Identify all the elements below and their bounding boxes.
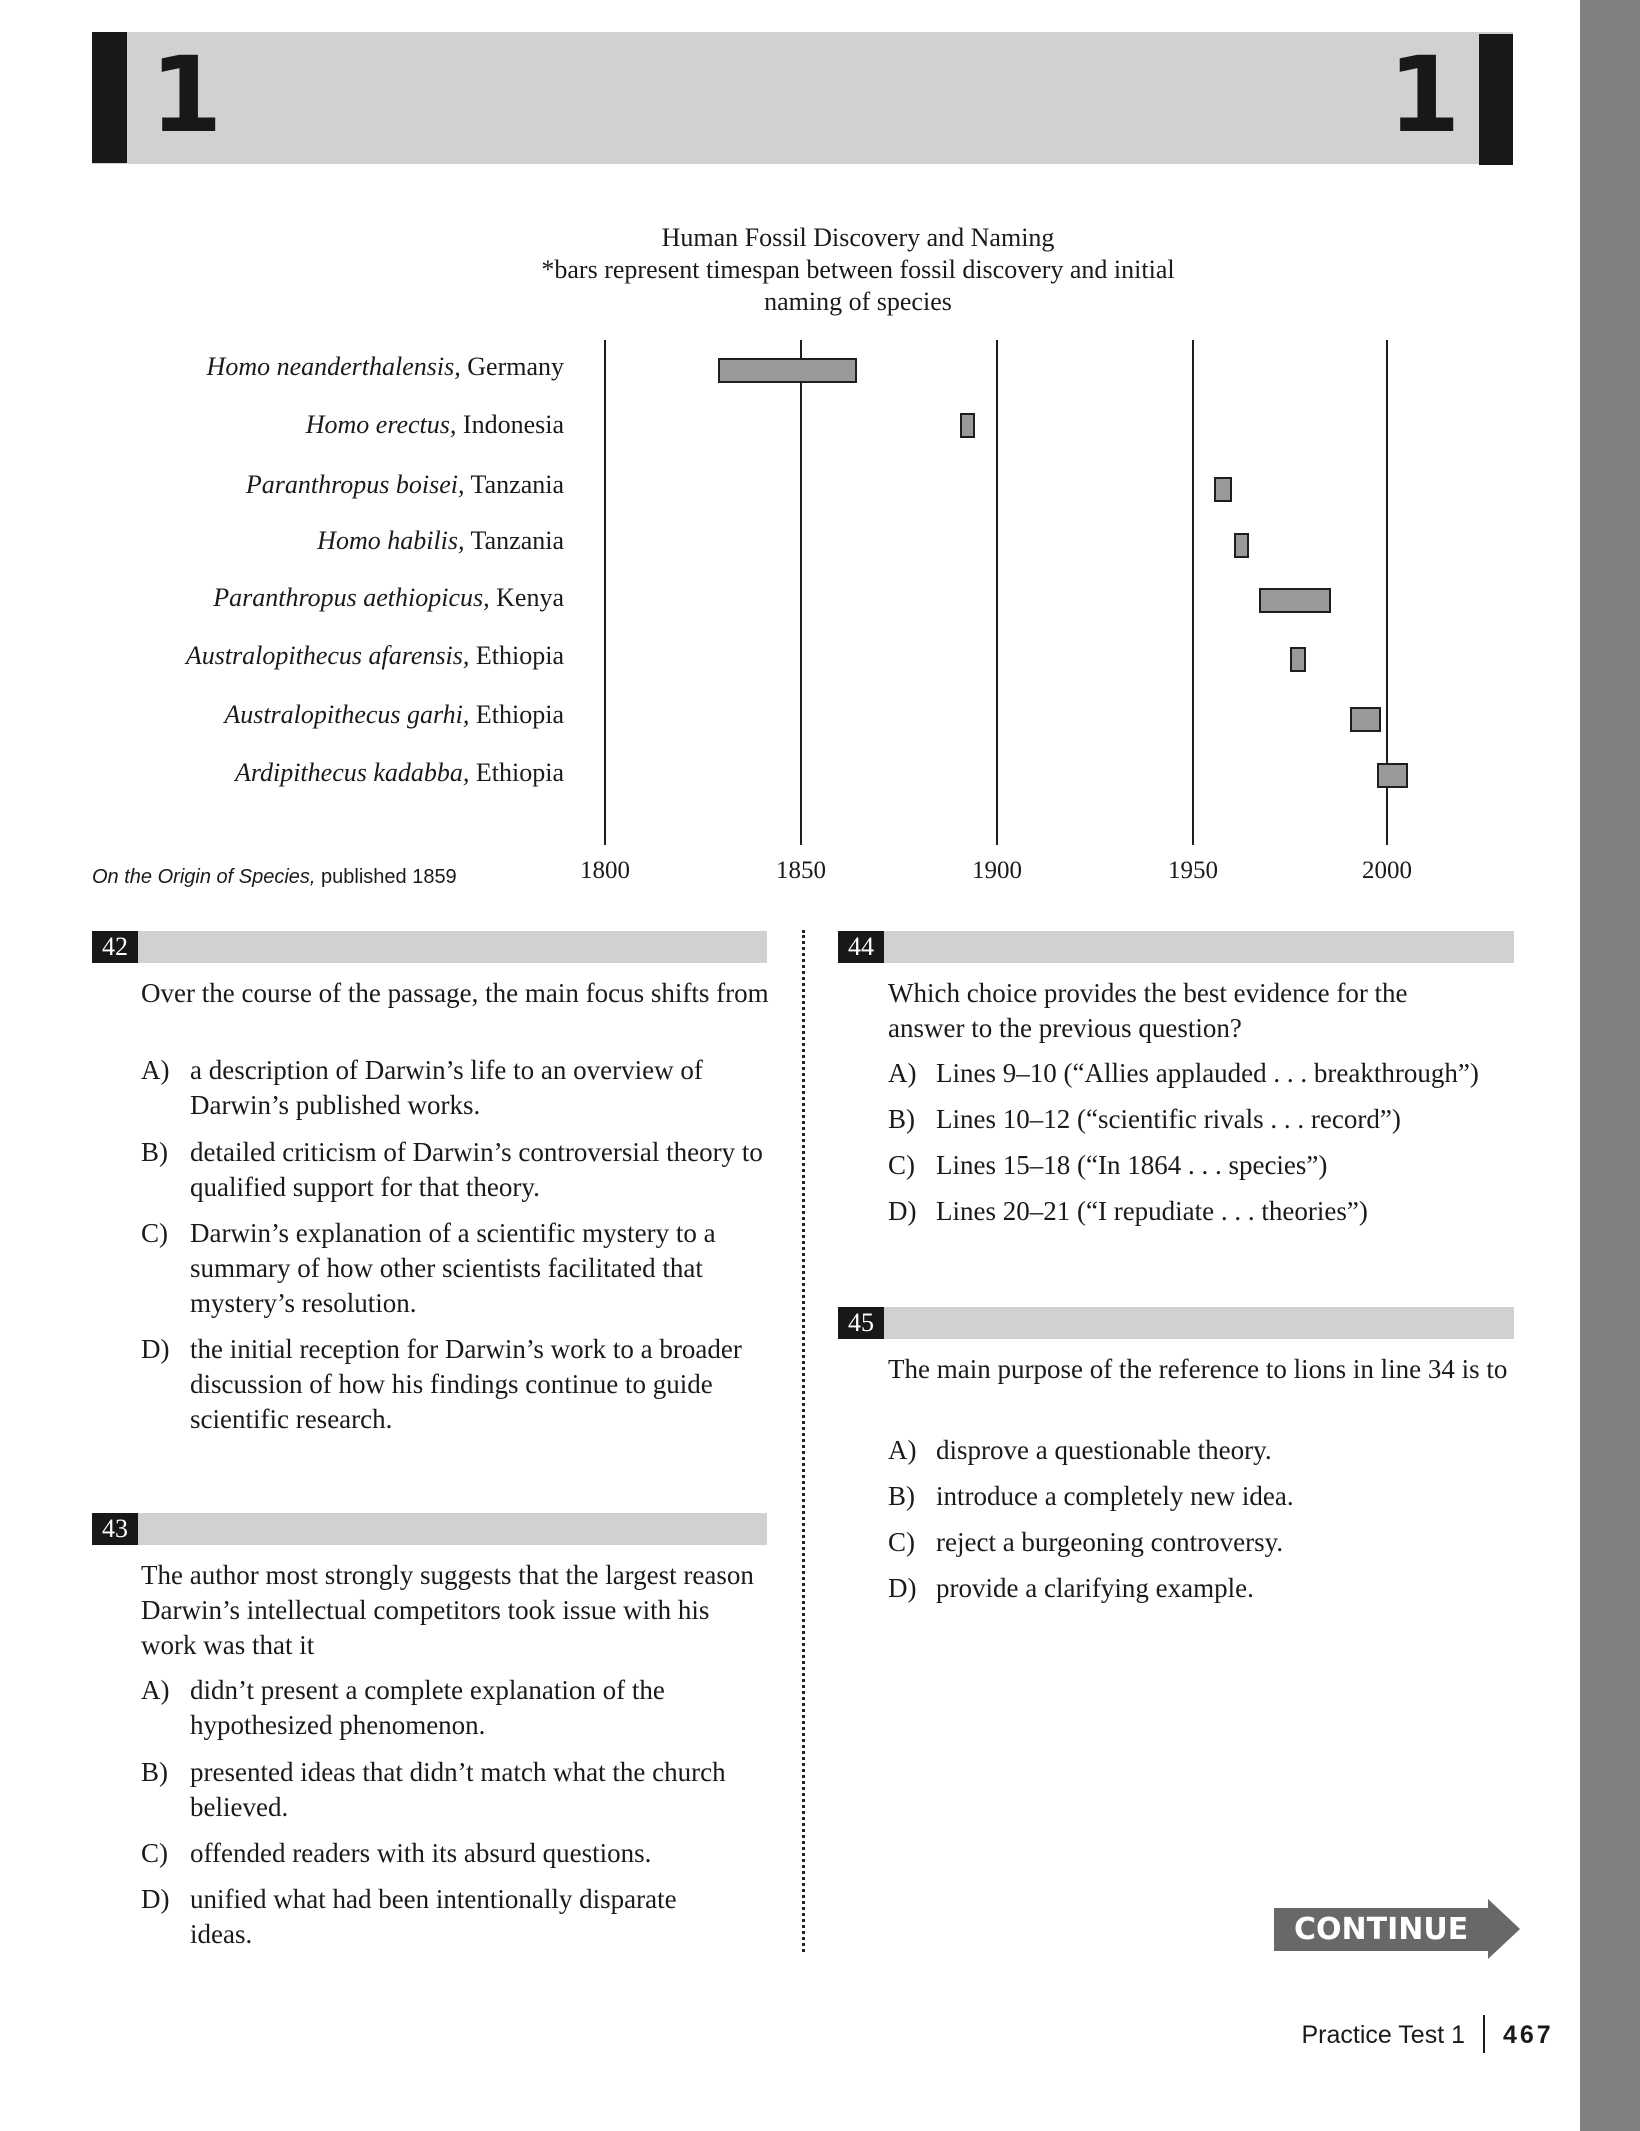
section-number-left: 1 [150,34,223,156]
row-label: Australopithecus afarensis, Ethiopia [185,641,564,670]
footer-section-label: Practice Test 1 [1301,2021,1465,2049]
chart-subtitle-line2: naming of species [764,287,952,316]
chart-subtitle-line1: *bars represent timespan between fossil discovery and initial [541,255,1175,284]
question-stem: Over the course of the passage, the main focus shifts from [141,978,769,1008]
x-tick-label: 1800 [580,857,630,884]
question-number: 42 [92,931,138,963]
answer-option-c[interactable]: C) offended readers with its absurd questions. [141,1838,652,1868]
answer-option-a[interactable]: A) Lines 9–10 (“Allies applauded . . . breakthrough”) [888,1058,1479,1088]
gridline-1900 [996,340,998,845]
question-header-bar [92,1513,767,1545]
row-label: Paranthropus aethiopicus, Kenya [213,583,564,612]
row-label: Australopithecus garhi, Ethiopia [224,700,564,729]
question-stem: Which choice provides the best evidence for the answer to the previous question? [888,978,1408,1043]
gridline-1850 [800,340,802,845]
gridline-1950 [1192,340,1194,845]
footer-separator [1483,2015,1485,2053]
bar-afarensis [1290,647,1306,672]
answer-option-d[interactable]: D) provide a clarifying example. [888,1573,1254,1603]
side-thumb-tab [1580,0,1640,2131]
answer-option-a[interactable]: A) disprove a questionable theory. [888,1435,1272,1465]
gridline-1800 [604,340,606,845]
column-divider [802,930,805,1952]
answer-option-d[interactable]: D) unified what had been intentionally disparate ideas. [141,1884,677,1949]
continue-label: CONTINUE [1294,1912,1469,1947]
answer-option-b[interactable]: B) Lines 10–12 (“scientific rivals . . . record”) [888,1104,1401,1134]
bar-erectus [960,413,975,438]
answer-option-c[interactable]: C) Lines 15–18 (“In 1864 . . . species”) [888,1150,1328,1180]
bar-neanderthalensis [718,358,857,383]
question-stem: The author most strongly suggests that the largest reason Darwin’s intellectual competitors took issue with his work was that it [141,1560,754,1660]
answer-option-b[interactable]: B) presented ideas that didn’t match what the church believed. [141,1757,726,1822]
section-header-right-bar [1479,34,1513,165]
answer-option-c[interactable]: C) Darwin’s explanation of a scientific mystery to a summary of how other scientists facilitated that mystery’s resolution. [141,1218,716,1318]
answer-option-b[interactable]: B) introduce a completely new idea. [888,1481,1294,1511]
row-label: Ardipithecus kadabba, Ethiopia [234,758,564,787]
chart-title: Human Fossil Discovery and Naming [661,223,1055,252]
answer-option-a[interactable]: A) didn’t present a complete explanation of the hypothesized phenomenon. [141,1675,665,1740]
section-header [92,32,1513,164]
answer-option-c[interactable]: C) reject a burgeoning controversy. [888,1527,1284,1557]
x-tick-label: 1850 [776,857,826,884]
section-header-left-bar [92,32,127,163]
page-number: 467 [1503,2021,1554,2049]
arrow-right-icon [1488,1899,1520,1959]
question-header-bar [92,931,767,963]
question-header-bar [838,931,1514,963]
continue-arrow [1274,1899,1521,1959]
question-number: 45 [838,1307,884,1339]
chart-caption: On the Origin of Species, published 1859 [92,866,457,888]
question-number: 44 [838,931,884,963]
x-tick-label: 1900 [972,857,1022,884]
answer-option-b[interactable]: B) detailed criticism of Darwin’s controversial theory to qualified support for that theory. [141,1137,763,1202]
answer-option-d[interactable]: D) Lines 20–21 (“I repudiate . . . theories”) [888,1196,1368,1226]
row-label: Homo erectus, Indonesia [305,410,564,439]
row-label: Homo habilis, Tanzania [317,526,564,555]
row-label: Homo neanderthalensis, Germany [206,352,564,381]
section-number-right: 1 [1388,34,1461,156]
bar-habilis [1234,533,1249,558]
x-tick-label: 1950 [1168,857,1218,884]
x-tick-label: 2000 [1362,857,1412,884]
row-label: Paranthropus boisei, Tanzania [245,470,564,499]
question-header-bar [838,1307,1514,1339]
question-stem: The main purpose of the reference to lions in line 34 is to [888,1354,1508,1384]
answer-option-a[interactable]: A) a description of Darwin’s life to an overview of Darwin’s published works. [141,1055,703,1120]
question-number: 43 [92,1513,138,1545]
bar-boisei [1214,477,1232,502]
answer-option-d[interactable]: D) the initial reception for Darwin’s work to a broader discussion of how his findings continue to guide scientific research. [141,1334,742,1434]
bar-garhi [1350,707,1381,732]
bar-aethiopicus [1259,588,1331,613]
bar-kadabba [1377,763,1408,788]
